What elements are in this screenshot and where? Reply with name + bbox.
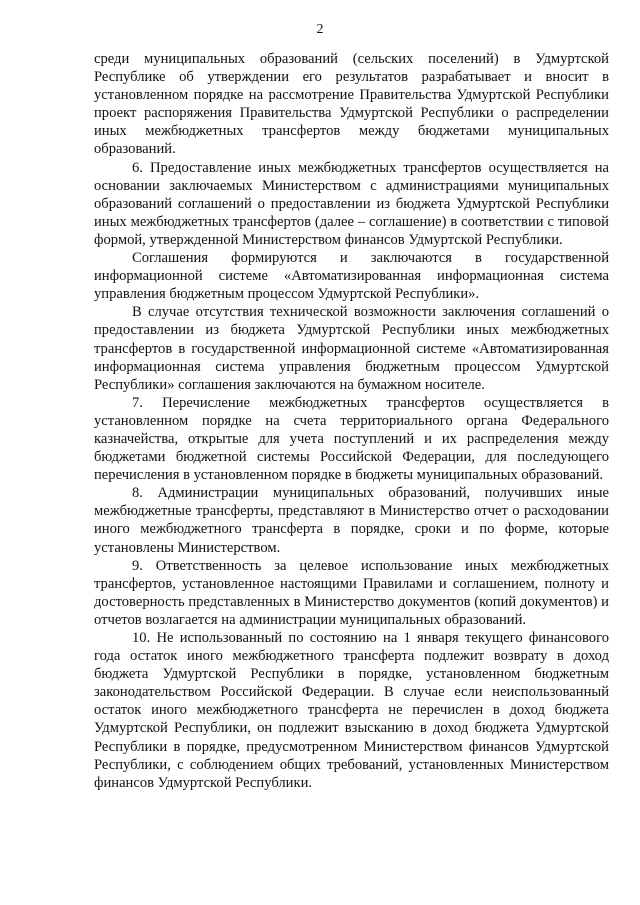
paragraph-item-7: 7. Перечисление межбюджетных трансфертов осуществляется в установленном порядке на счета территориального органа Федерального казначейства, открытые для учета поступлений и их распределения между бюджетами бюджетной системы Российской Федерации, для последующего перечисления в установленном порядке в бюджеты муниципальных образований.	[94, 394, 609, 484]
document-body	[94, 50, 609, 792]
paragraph-item-10: 10. Не использованный по состоянию на 1 января текущего финансового года остаток иного межбюджетного трансферта подлежит возврату в доход бюджета Удмуртской Республики в порядке, установленном бюджетным законодательством Российской Федерации. В случае если неиспользованный остаток иного межбюджетного трансферта не перечислен в доход бюджета Удмуртской Республики, он подлежит взысканию в доход бюджета Удмуртской Республики в порядке, предусмотренном Министерством финансов Удмуртской Республики, с соблюдением общих требований, установленных Министерством финансов Удмуртской Республики.	[94, 630, 609, 791]
paragraph-item-8: 8. Администрации муниципальных образований, получивших иные межбюджетные трансферты, представляют в Министерство отчет о расходовании иного межбюджетного трансферта в порядке, сроки и по форме, которые установлены Министерством.	[94, 485, 609, 556]
paragraph-continuation: среди муниципальных образований (сельских поселений) в Удмуртской Республике об утверждении его результатов разрабатывает и вносит в установленном порядке на рассмотрение Правительства Удмуртской Республики проект распоряжения Правительства Удмуртской Республики о распределении иных межбюджетных трансфертов между бюджетами муниципальных образований.	[94, 51, 609, 158]
paragraph-item-9: 9. Ответственность за целевое использование иных межбюджетных трансфертов, установленное настоящими Правилами и соглашением, полноту и достоверность представленных в Министерство документов (копий документов) и отчетов возлагается на администрации муниципальных образований.	[94, 557, 609, 628]
paragraph-paper-agreements: В случае отсутствия технической возможности заключения соглашений о предоставлении из бюджета Удмуртской Республики иных межбюджетных трансфертов в государственной информационной системе «Автоматизированная информационная система управления бюджетным процессом Удмуртской Республики» соглашения заключаются на бумажном носителе.	[94, 304, 609, 393]
paragraph-agreements-system: Соглашения формируются и заключаются в государственной информационной системе «Автоматизированная информационная система управления бюджетным процессом Удмуртской Республики».	[94, 250, 609, 303]
page-number: 2	[316, 22, 324, 37]
paragraph-item-6: 6. Предоставление иных межбюджетных трансфертов осуществляется на основании заключаемых Министерством с администрациями муниципальных образований соглашений о предоставлении из бюджета Удмуртской Республики иных межбюджетных трансфертов (далее – соглашение) в соответствии с типовой формой, утвержденной Министерством финансов Удмуртской Республики.	[94, 159, 609, 248]
